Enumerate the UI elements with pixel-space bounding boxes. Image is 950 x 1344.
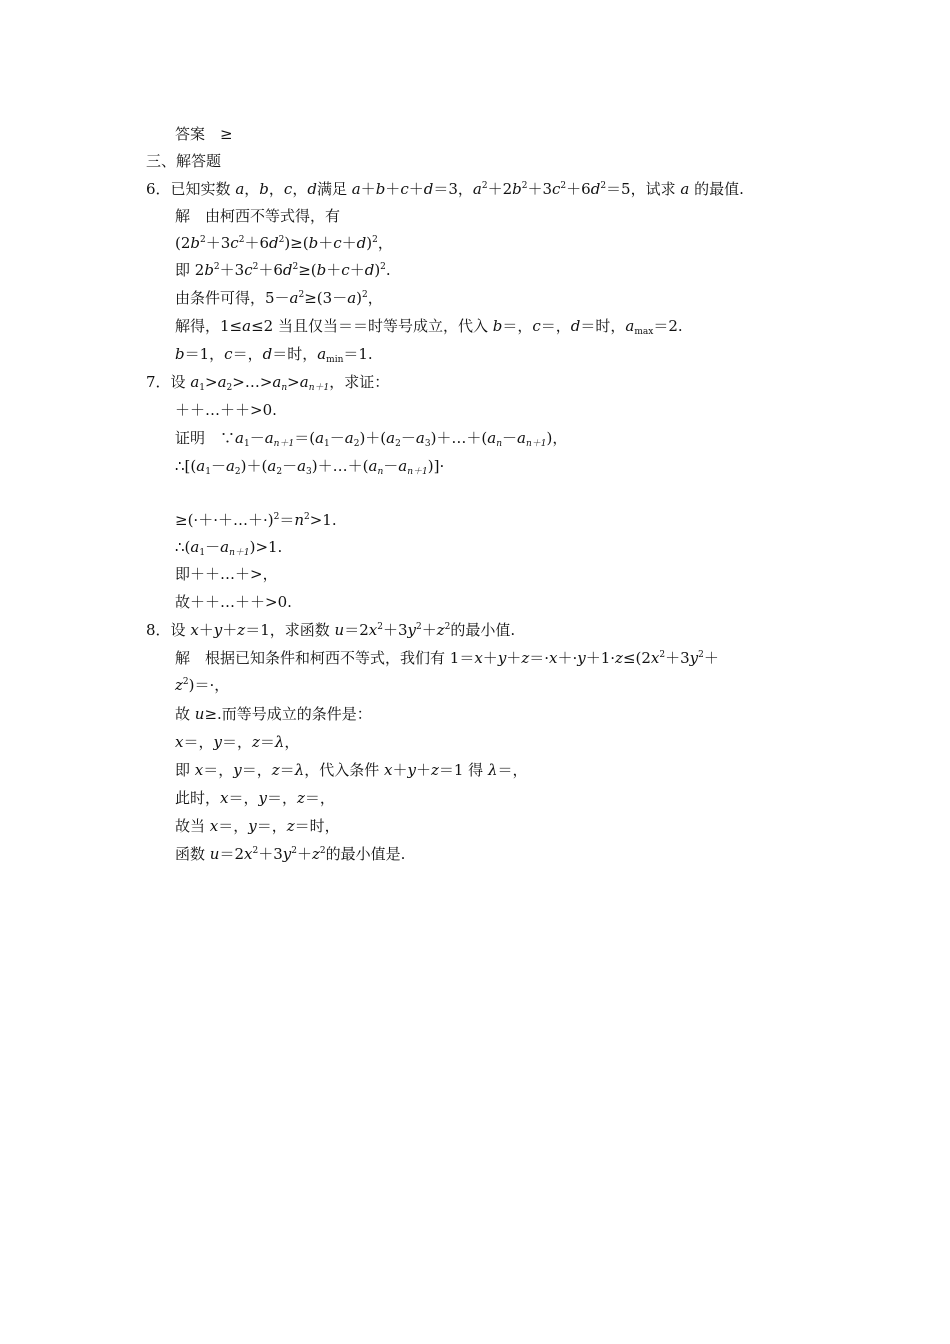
text-segment: ＝， [183,733,214,751]
text-segment: b [175,345,185,363]
superscript: 2 [304,512,310,522]
text-segment: ， [268,180,284,198]
text-segment: a [242,317,252,335]
text-segment: ( [190,457,197,475]
text-segment: ， [244,180,260,198]
text-segment: y [213,621,223,639]
superscript: 2 [444,622,451,632]
superscript: 2 [362,290,368,300]
text-segment: a [267,457,277,475]
text-line-s6-6 [175,344,373,364]
text-segment: ＝· [529,649,549,667]
text-segment: 解 由柯西不等式得，有 [175,207,341,225]
text-segment: z [436,621,445,639]
text-segment: ＋3 [258,845,283,863]
text-segment: 证明 ∵ [175,429,236,447]
text-segment: b [316,261,327,279]
text-segment: 解 根据已知条件和柯西不等式，我们有 1＝ [175,649,475,667]
text-segment: )＋( [240,457,268,475]
text-segment: ， [284,733,300,751]
text-segment: ＋ [341,234,357,252]
text-segment: a [190,538,200,556]
text-segment: a [487,429,497,447]
text-segment: ＋3 [219,261,245,279]
text-segment: x [650,649,660,667]
text-segment: 答案 ≥ [175,125,233,143]
subscript: n＋1 [526,439,547,449]
superscript: 2 [319,846,326,856]
superscript: 2 [252,846,259,856]
text-segment: a [351,180,361,198]
text-segment: x [209,817,219,835]
text-line-q8 [146,620,515,640]
superscript: 2 [659,650,666,660]
superscript: 2 [415,622,422,632]
text-segment: ＝5，试求 [606,180,681,198]
text-segment: z [237,621,246,639]
superscript: 2 [278,235,285,245]
text-line-q7 [146,372,389,392]
text-segment: ＝， [221,733,252,751]
subscript: max [634,327,654,337]
text-line-s7-6 [175,564,278,584]
text-segment: a [368,457,378,475]
text-segment: a [344,429,354,447]
text-segment: 即 2 [175,261,205,279]
text-line-s8-1b [175,675,229,695]
text-segment: ＝2. [653,317,683,335]
text-segment: ∴[ [175,457,191,475]
text-segment: c [341,261,350,279]
text-line-s8-3 [175,732,299,752]
subscript: n [496,439,503,449]
text-line-s6-2 [175,233,393,253]
text-segment: a [386,429,396,447]
text-segment: ＝时， [580,317,626,335]
text-line-s7-3 [175,456,444,476]
superscript: 2 [213,262,220,272]
text-segment: a [297,457,307,475]
text-segment: x [194,761,204,779]
text-segment: 故当 [175,817,210,835]
text-segment: z [311,845,320,863]
text-segment: y [407,761,416,779]
superscript: 2 [200,235,206,245]
text-segment: ＋ [482,649,498,667]
text-line-s6-5 [175,316,683,336]
text-segment: )≥( [284,234,309,252]
text-segment: ＋ [198,621,214,639]
text-segment: > [205,373,218,391]
text-segment: a [264,429,274,447]
text-segment: d [307,180,317,198]
text-segment: － [282,457,298,475]
text-segment: c [552,180,561,198]
text-segment: > [287,373,300,391]
subscript: 3 [306,467,312,477]
text-segment: － [502,429,518,447]
text-line-s6-1 [175,206,340,226]
text-segment: a [289,289,299,307]
text-segment: >…> [232,373,273,391]
text-segment: a [235,180,245,198]
subscript: 1 [205,467,211,477]
text-segment: ＋· [557,649,578,667]
text-segment: x [474,649,483,667]
text-segment: ＋3 [527,180,553,198]
text-segment: 解得，1≤ [175,317,243,335]
subscript: n [281,383,288,393]
text-segment: － [400,429,416,447]
text-segment: ，求证： [329,373,390,391]
text-segment: a [217,373,227,391]
subscript: 2 [395,439,401,449]
text-segment: ＋ [392,761,408,779]
text-segment: n [294,511,304,529]
text-segment: － [205,538,221,556]
text-segment: a [415,429,425,447]
text-segment: z [430,761,439,779]
text-segment: d [356,234,367,252]
text-segment: 的最小值是. [325,845,406,863]
text-line-sec3 [146,151,221,171]
text-segment: y [282,845,292,863]
text-segment: λ [274,733,285,751]
subscript: n＋1 [229,548,250,558]
text-segment: a [299,373,309,391]
text-segment: )＋( [359,429,387,447]
text-segment: ＝2 [219,845,244,863]
text-segment: ＝， [540,317,571,335]
text-segment: ＝， [256,817,287,835]
text-segment: ＝， [497,761,528,779]
text-segment: a [225,457,235,475]
subscript: 1 [199,548,206,558]
text-segment: 的最值. [689,180,744,198]
text-segment: y [248,817,257,835]
text-segment: ＝时， [294,817,340,835]
subscript: 2 [226,383,233,393]
text-segment: z [271,761,280,779]
text-line-s6-3 [175,260,391,280]
text-segment: b [204,261,214,279]
text-segment: ＝ [259,733,275,751]
text-line-s8-7 [175,844,405,864]
text-segment: y [258,789,267,807]
text-segment: y [497,649,507,667]
text-segment: c [333,234,342,252]
subscript: 1 [243,439,250,449]
text-segment: ＋＋…＋＋>0. [175,401,277,419]
text-segment: ＝2 [344,621,369,639]
text-segment: a [235,429,244,447]
text-segment: d [570,317,581,335]
text-segment: ＋6 [566,180,591,198]
text-segment: ∴( [175,538,191,556]
subscript: 1 [324,439,330,449]
text-segment: ＋ [296,845,312,863]
text-segment: d [268,234,279,252]
text-segment: ＋ [408,180,424,198]
superscript: 2 [298,290,305,300]
text-segment: ＝， [266,789,297,807]
text-segment: x [190,621,199,639]
text-segment: ＝， [502,317,533,335]
text-segment: 此时， [175,789,221,807]
text-segment: ＋3 [382,621,408,639]
text-segment: ) [374,261,381,279]
text-line-s8-1 [175,648,719,668]
text-segment: ＝( [294,429,316,447]
text-segment: ) [356,289,363,307]
text-segment: a [680,180,690,198]
text-segment: ＋ [318,234,334,252]
text-segment: z [521,649,530,667]
text-segment: ，代入条件 [304,761,384,779]
subscript: n＋1 [273,439,295,449]
text-segment: x [244,845,253,863]
text-segment: b [190,234,201,252]
text-segment: )＝·， [188,676,230,694]
text-segment: ＝1 得 [438,761,488,779]
text-segment: a [472,180,482,198]
text-segment: ＝时， [272,345,318,363]
text-segment: 的最小值. [450,621,516,639]
text-segment: b [308,234,319,252]
text-segment: y [577,649,586,667]
text-segment: ＝3， [433,180,473,198]
subscript: 2 [276,467,283,477]
text-segment: a [347,289,357,307]
text-segment: ＋ [349,261,365,279]
text-line-s7-1 [175,400,277,420]
text-segment: x [175,733,184,751]
superscript: 2 [182,677,189,687]
text-segment: － [329,429,345,447]
text-segment: 故＋＋…＋＋>0. [175,593,292,611]
text-line-s7-7 [175,592,292,612]
text-segment: >1. [309,511,337,529]
text-segment: ＋ [415,761,431,779]
text-line-s7-4 [175,510,337,530]
text-segment: 6．已知实数 [146,180,236,198]
text-segment: . [385,261,391,279]
text-segment: ＝， [218,817,249,835]
text-line-q6 [146,179,744,199]
superscript: 2 [372,235,378,245]
subscript: 1 [199,383,205,393]
superscript: 2 [292,262,299,272]
text-segment: y [689,649,699,667]
subscript: min [326,355,344,365]
text-segment: c [230,234,239,252]
superscript: 2 [481,181,488,191]
superscript: 2 [560,181,567,191]
text-segment: － [383,457,399,475]
superscript: 2 [380,262,386,272]
text-segment: c [244,261,253,279]
text-segment: y [213,733,222,751]
text-segment: y [233,761,242,779]
text-segment: d [423,180,434,198]
text-segment: ≤(2 [622,649,651,667]
text-segment: 由条件可得，5－ [175,289,290,307]
text-segment: u [334,621,345,639]
text-segment: c [283,180,293,198]
text-segment: x [220,789,229,807]
text-line-s6-4 [175,288,383,308]
text-segment: a [196,457,206,475]
text-segment: u [194,705,205,723]
text-segment: c [224,345,233,363]
text-segment: ≤2 当且仅当＝＝时等号成立，代入 [251,317,493,335]
superscript: 2 [521,181,528,191]
subscript: n＋1 [308,383,330,393]
superscript: 2 [252,262,259,272]
text-segment: a [315,429,325,447]
text-segment: u [209,845,220,863]
text-segment: 三、解答题 [146,152,222,170]
subscript: 2 [234,467,241,477]
text-segment: ＝， [203,761,234,779]
text-segment: ＝1，求函数 [245,621,335,639]
text-line-s8-5 [175,788,335,808]
text-segment: ≥.而等号成立的条件是： [204,705,372,723]
text-segment: z [297,789,305,807]
superscript: 2 [238,235,245,245]
text-line-s7-2 [175,428,567,448]
text-segment: a [190,373,200,391]
text-segment: ＝， [304,789,335,807]
superscript: 2 [273,512,280,522]
text-segment: ＝， [241,761,272,779]
text-segment: b [512,180,522,198]
text-segment: )＋…＋( [311,457,369,475]
text-segment: a [317,345,327,363]
text-segment: ＋ [703,649,719,667]
text-segment: z [251,733,260,751]
text-segment: )， [546,429,568,447]
text-segment: d [364,261,375,279]
text-segment: ＝ [279,511,295,529]
text-segment: ＋ [421,621,437,639]
text-segment: ＋ [222,621,238,639]
text-segment: d [262,345,273,363]
text-segment: d [282,261,293,279]
text-segment: 满足 [316,180,352,198]
superscript: 2 [377,622,383,632]
text-segment: 故 [175,705,195,723]
text-segment: x [383,761,393,779]
text-segment: )>1. [249,538,283,556]
text-segment: c [532,317,541,335]
text-segment: a [272,373,282,391]
text-segment: x [549,649,558,667]
text-segment: x [368,621,378,639]
text-line-s8-2 [175,704,372,724]
superscript: 2 [291,846,297,856]
text-segment: a [220,538,230,556]
text-segment: a [398,457,408,475]
text-segment: b [492,317,503,335]
text-line-s8-4 [175,760,528,780]
text-segment: ＋ [385,180,401,198]
text-segment: (2 [175,234,191,252]
text-segment: y [407,621,416,639]
subscript: n＋1 [407,467,428,477]
text-segment: ， [292,180,308,198]
text-segment: ＋2 [487,180,513,198]
text-line-ans5 [175,124,233,144]
subscript: 2 [353,439,360,449]
text-segment: b [259,180,269,198]
text-segment: － [249,429,265,447]
text-segment: ＋3 [205,234,231,252]
text-segment: ＝ [279,761,295,779]
text-segment: 7．设 [146,373,191,391]
text-segment: z [615,649,623,667]
text-segment: z [175,676,183,694]
text-segment: 8．设 [146,621,191,639]
text-segment: ≥(·＋·＋…＋·) [175,511,274,529]
text-segment: a [517,429,526,447]
text-segment: ， [377,234,393,252]
text-segment: )]· [427,457,445,475]
text-segment: b [375,180,386,198]
text-line-s8-6 [175,816,340,836]
text-segment: ＝， [228,789,259,807]
text-segment: ＝1. [343,345,373,363]
text-segment: ， [367,289,383,307]
superscript: 2 [600,181,607,191]
text-segment: 即 [175,761,195,779]
text-segment: ＝， [232,345,263,363]
text-segment: ＋ [506,649,522,667]
text-segment: c [400,180,409,198]
subscript: n [377,467,384,477]
text-segment: ＋6 [258,261,283,279]
text-segment: λ [487,761,498,779]
text-segment: ) [366,234,373,252]
text-segment: ＋3 [665,649,690,667]
text-segment: a [625,317,635,335]
text-segment: ＋1· [585,649,616,667]
superscript: 2 [698,650,704,660]
text-line-s7-5 [175,537,282,557]
text-segment: 函数 [175,845,210,863]
text-segment: ≥( [298,261,317,279]
text-segment: ＋ [360,180,376,198]
text-segment: ＋6 [244,234,269,252]
subscript: 3 [424,439,431,449]
text-segment: λ [294,761,305,779]
text-segment: d [590,180,601,198]
text-segment: )＋…＋( [430,429,488,447]
text-segment: 即＋＋…＋>， [175,565,278,583]
text-segment: z [286,817,295,835]
text-segment: － [210,457,226,475]
text-segment: ≥(3－ [304,289,348,307]
text-segment: ＝1， [184,345,225,363]
text-segment: ＋ [326,261,342,279]
